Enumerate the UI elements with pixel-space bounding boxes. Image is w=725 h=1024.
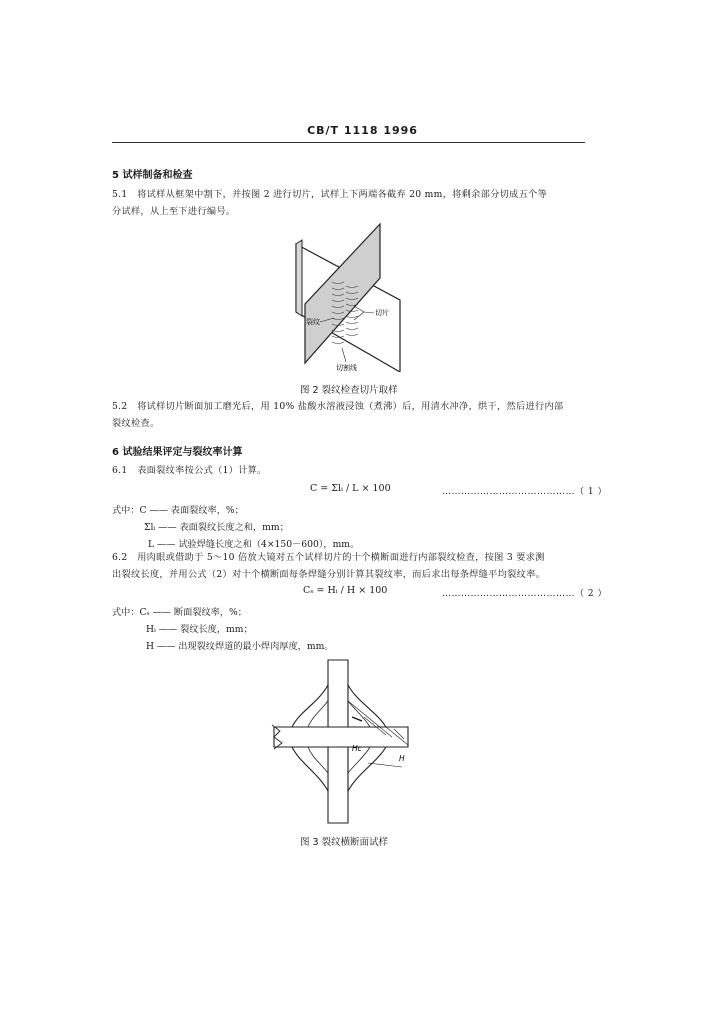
para-number: 5.1 [112, 189, 128, 200]
paragraph-5-1 [112, 186, 592, 220]
para-text: 用肉眼或借助于 5～10 倍放大镜对五个试样切片的十个横断面进行内部裂纹检查，按图 3 要求测 [137, 552, 545, 563]
para-text: 分试样，从上至下进行编号。 [112, 206, 236, 217]
para-text: 将试样从框架中割下，并按图 2 进行切片，试样上下两端各截弃 20 mm，将剩余部分切成五个等 [137, 189, 548, 200]
label-h: H [399, 754, 405, 763]
label-slice: 切片 [375, 309, 389, 317]
para-text: 裂纹检查。 [112, 418, 160, 429]
where-clause-1: 式中：C —— 表面裂纹率，%； [112, 505, 244, 516]
figure-3-cross-section [268, 655, 428, 825]
figure-3-caption: 图 3 裂纹横断面试样 [300, 837, 389, 848]
page-header: CB/T 1118 1996 [307, 124, 418, 137]
figure-2-caption: 图 2 裂纹检查切片取样 [300, 385, 398, 396]
equation-1-number: ……………………………………（ 1 ） [442, 487, 607, 497]
where-clause-2: 式中：Cₛ —— 断面裂纹率，%； [112, 607, 247, 618]
section-5-heading: 5 试样制备和检查 [112, 170, 193, 181]
para-number: 6.2 [112, 552, 128, 563]
para-number: 6.1 [112, 465, 128, 476]
paragraph-6-1 [112, 462, 267, 479]
section-6-heading: 6 试验结果评定与裂纹率计算 [112, 447, 243, 458]
definition-L: L —— 试验焊缝长度之和（4×150－600），mm。 [148, 539, 360, 550]
para-text: 出裂纹长度，并用公式（2）对十个横断面每条焊缝分别计算其裂纹率，而后求出每条焊缝平均裂纹率。 [112, 569, 546, 580]
equation-1: C = Σlᵢ / L × 100 [310, 483, 391, 494]
para-text: 表面裂纹率按公式（1）计算。 [137, 465, 267, 476]
definition-H: H —— 出现裂纹焊道的最小焊肉厚度，mm。 [146, 641, 334, 652]
label-crack: 裂纹 [306, 318, 320, 326]
definition-Hc: Hᵢ —— 裂纹长度，mm； [146, 624, 253, 635]
paragraph-5-2 [112, 398, 592, 432]
figure-2-cross-plates [280, 222, 430, 372]
label-hc: Hc [352, 744, 362, 753]
para-number: 5.2 [112, 401, 128, 412]
label-cutline: 切割线 [336, 364, 357, 372]
horizontal-plate-section [274, 727, 408, 747]
equation-2: Cₛ = Hᵢ / H × 100 [303, 585, 388, 596]
paragraph-6-2 [112, 549, 592, 583]
plate-edge [296, 240, 302, 316]
header-rule [112, 142, 585, 143]
equation-2-number: ……………………………………（ 2 ） [442, 589, 607, 599]
para-text: 将试样切片断面加工磨光后，用 10% 盐酸水溶液浸蚀（煮沸）后，用清水冲净，烘干，然后进行内部 [137, 401, 564, 412]
definition-sum-l: Σlᵢ —— 表面裂纹长度之和，mm； [144, 522, 289, 533]
